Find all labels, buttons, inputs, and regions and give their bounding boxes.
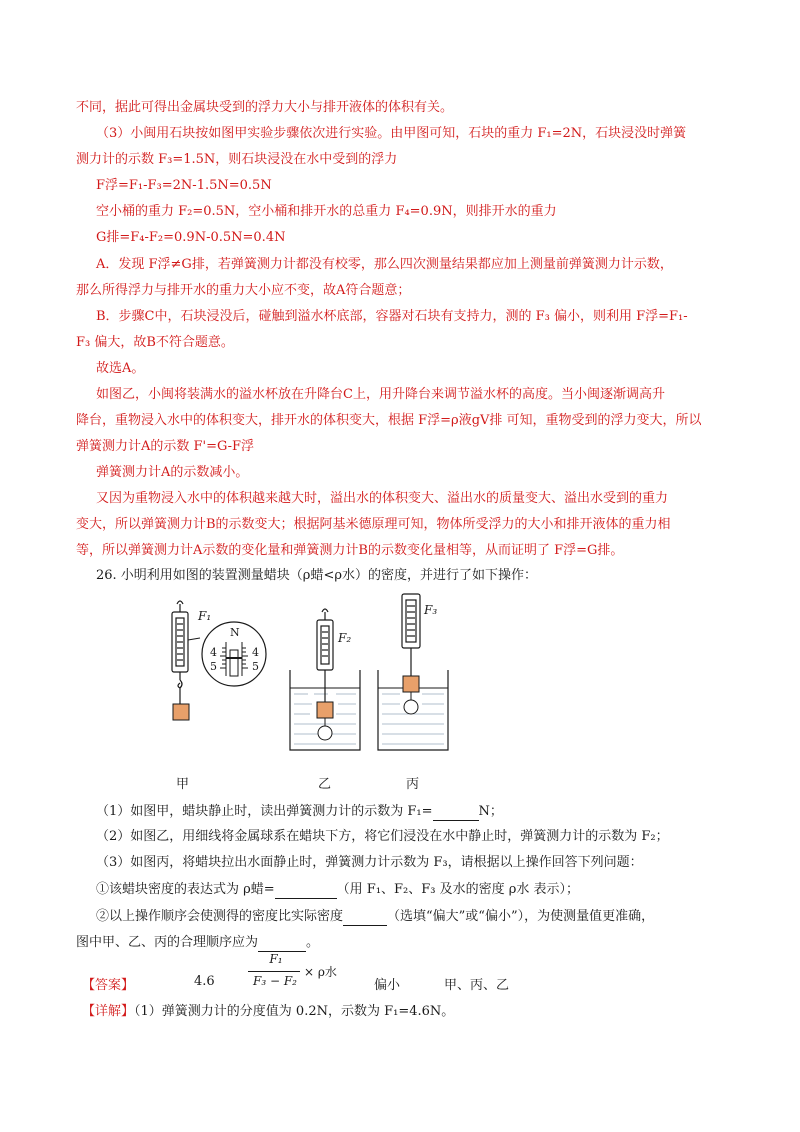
text-line: A．发现 F浮≠G排，若弹簧测力计都没有校零，那么四次测量结果都应加上测量前弹簧测力计示数，	[96, 257, 673, 272]
question-1	[96, 802, 746, 821]
detail-text: （1）弹簧测力计的分度值为 0.2N，示数为 F₁=4.6N。	[134, 1004, 455, 1019]
question-stem: 26. 小明利用如图的装置测量蜡块（ρ蜡<ρ水）的密度，并进行了如下操作：	[96, 568, 537, 583]
label-f1: F₁	[198, 609, 212, 623]
fraction-multiplier: × ρ水	[304, 965, 337, 979]
text-line: 空小桶的重力 F₂=0.5N，空小桶和排开水的总重力 F₄=0.9N，则排开水的重力	[96, 204, 557, 219]
scale-unit: N	[230, 626, 240, 639]
text-line: 降台，重物浸入水中的体积变大，排开水的体积变大，根据 F浮=ρ液gV排 可知，重物受到的浮力变大，所以	[76, 413, 702, 428]
q5-text: ②以上操作顺序会使测得的密度比实际密度	[96, 909, 344, 924]
spring-scale-jia	[172, 601, 188, 704]
caption-yi: 乙	[318, 777, 332, 792]
answer-blank-3[interactable]	[343, 907, 387, 926]
text-line: 弹簧测力计A的示数 F'=G-F浮	[76, 439, 255, 454]
answer-blank-2[interactable]	[275, 880, 337, 899]
q4-text: ①该蜡块密度的表达式为 ρ蜡=	[96, 882, 275, 897]
spring-scale-bing	[402, 594, 420, 676]
metal-ball-bing	[404, 700, 418, 714]
scale-5-left: 5	[210, 660, 217, 673]
detail-label: 【详解】	[82, 1004, 135, 1019]
scale-5-right: 5	[252, 660, 259, 673]
q6-text: 图中甲、乙、丙的合理顺序应为	[76, 935, 259, 950]
text-line: 那么所得浮力与排开水的重力大小应不变，故A符合题意；	[76, 283, 411, 298]
fraction-denominator: F₃ − F₂	[253, 974, 297, 988]
question-3: （3）如图丙，将蜡块拉出水面静止时，弹簧测力计示数为 F₃，请根据以上操作回答下列问题：	[96, 855, 643, 870]
question-5	[96, 907, 746, 926]
text-line: 测力计的示数 F₃=1.5N，则石块浸没在水中受到的浮力	[76, 152, 398, 167]
caption-bing: 丙	[406, 777, 420, 792]
question-2: （2）如图乙，用细线将金属球系在蜡块下方，将它们浸没在水中静止时，弹簧测力计的示数为 F₂；	[96, 829, 669, 844]
answer-3: 偏小	[374, 978, 401, 993]
q4-hint: （用 F₁、F₂、F₃ 及水的密度 ρ水 表示）；	[336, 882, 580, 897]
scale-4-right: 4	[252, 646, 259, 659]
answer-1: 4.6	[194, 974, 215, 989]
text-line: 等，所以弹簧测力计A示数的变化量和弹簧测力计B的示数变化量相等，从而证明了 F浮=G排。	[76, 543, 624, 558]
text-line: 变大，所以弹簧测力计B的示数变大；根据阿基米德原理可知，物体所受浮力的大小和排开液体的重力相	[76, 517, 671, 532]
wax-block-yi	[317, 702, 333, 718]
q6-end: 。	[306, 935, 320, 950]
fraction-bar	[248, 971, 300, 972]
metal-ball-yi	[318, 726, 332, 740]
scale-4-left: 4	[210, 646, 217, 659]
text-line: 如图乙，小闽将装满水的溢水杯放在升降台C上，用升降台来调节溢水杯的高度。当小闽逐渐调高升	[96, 387, 665, 402]
label-f3: F₃	[424, 603, 438, 617]
detail-line	[82, 1003, 732, 1021]
caption-jia: 甲	[176, 777, 190, 792]
q1-text: （1）如图甲，蜡块静止时，读出弹簧测力计的示数为 F₁=	[96, 804, 433, 819]
answer-blank-1[interactable]	[433, 802, 479, 821]
formula-line: G排=F₄-F₂=0.9N-0.5N=0.4N	[96, 230, 286, 245]
question-4	[96, 880, 746, 899]
text-line: 弹簧测力计A的示数减小。	[96, 465, 249, 480]
q5-hint: （选填“偏大”或“偏小”），为使测量值更准确，	[387, 909, 655, 924]
question-6	[76, 933, 726, 952]
answer-2-fraction	[242, 952, 352, 992]
wax-block-jia	[173, 704, 189, 720]
text-line: 故选A。	[96, 361, 145, 376]
answer-4: 甲、丙、乙	[444, 978, 510, 993]
text-line: 又因为重物浸入水中的体积越来越大时，溢出水的体积变大、溢出水的质量变大、溢出水受到的重力	[96, 491, 669, 506]
text-line: F₃ 偏大，故B不符合题意。	[76, 335, 234, 350]
q1-unit: N；	[478, 804, 503, 819]
text-line: （3）小闽用石块按如图甲实验步骤依次进行实验。由甲图可知，石块的重力 F₁=2N，石块浸没时弹簧	[96, 126, 687, 141]
experiment-figure	[160, 590, 460, 790]
answer-blank-4[interactable]	[258, 933, 306, 952]
formula-line: F浮=F₁-F₃=2N-1.5N=0.5N	[96, 178, 272, 193]
answer-label: 【答案】	[82, 978, 135, 993]
fraction-numerator: F₁	[269, 952, 283, 966]
wax-block-bing	[403, 676, 419, 692]
text-line: B．步骤C中，石块浸没后，碰触到溢水杯底部，容器对石块有支持力，测的 F₃ 偏小，则利用 F浮=F₁-	[96, 309, 688, 324]
text-line: 不同，据此可得出金属块受到的浮力大小与排开液体的体积有关。	[76, 100, 454, 115]
label-f2: F₂	[338, 631, 352, 645]
